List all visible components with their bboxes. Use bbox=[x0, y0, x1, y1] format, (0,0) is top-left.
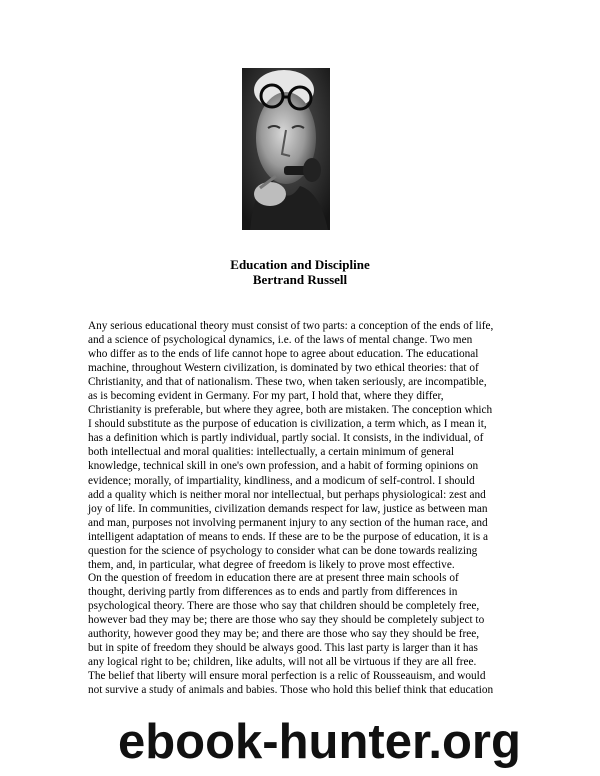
text-line: knowledge, technical skill in one's own profession, and a habit of forming opinions on bbox=[88, 460, 479, 473]
document-title: Education and Discipline bbox=[230, 257, 370, 272]
paragraph-1 bbox=[88, 319, 524, 572]
text-line: but in spite of freedom they should be always good. This last party is larger than it has bbox=[88, 642, 478, 655]
text-line: and man, purposes not involving permanent injury to any section of the human race, and bbox=[88, 516, 488, 529]
text-line: them, and, in particular, what degree of freedom is likely to prove most effective. bbox=[88, 558, 455, 571]
watermark-text: ebook-hunter.org bbox=[118, 715, 521, 769]
text-line: any logical right to be; children, like adults, will not all be virtuous if they are all free. bbox=[88, 656, 477, 669]
text-line: add a quality which is neither moral nor intellectual, but perhaps physiological: zest and bbox=[88, 488, 486, 501]
text-line: Christianity, and that of nationalism. These two, when taken seriously, are incompatible, bbox=[88, 376, 487, 389]
text-line: Any serious educational theory must consist of two parts: a conception of the ends of life, bbox=[88, 320, 494, 332]
text-line: and a science of psychological dynamics, i.e. of the laws of mental change. Two men bbox=[88, 334, 473, 347]
text-line: The belief that liberty will ensure moral perfection is a relic of Rousseauism, and would bbox=[88, 670, 486, 683]
text-line: authority, however good they may be; and there are those who say they should be free, bbox=[88, 628, 480, 641]
text-line: joy of life. In communities, civilization demands respect for law, justice as between man bbox=[88, 502, 488, 515]
author-portrait-photo bbox=[242, 68, 330, 230]
text-line: who differ as to the ends of life cannot hope to agree about education. The educational bbox=[88, 348, 479, 361]
text-line: however bad they may be; there are those who say they should be completely subject to bbox=[88, 614, 485, 627]
text-line: question for the science of psychology to consider what can be done towards realizing bbox=[88, 544, 478, 557]
text-line: I should substitute as the purpose of education is civilization, a term which, as I mean it, bbox=[88, 418, 487, 431]
document-author: Bertrand Russell bbox=[252, 272, 348, 287]
text-line: On the question of freedom in education there are at present three main schools of bbox=[88, 572, 459, 584]
author-portrait-icon bbox=[242, 68, 330, 230]
text-line: as is becoming evident in Germany. For my part, I hold that, where they differ, bbox=[88, 390, 444, 403]
paragraph-2 bbox=[88, 571, 524, 697]
text-line: intelligent adaptation of means to ends. If these are to be the purpose of education, it is a bbox=[88, 530, 488, 543]
text-line: both intellectual and moral qualities: intellectually, a certain minimum of general bbox=[88, 446, 454, 459]
text-line: Christianity is preferable, but where they agree, both are mistaken. The conception which bbox=[88, 404, 493, 417]
text-line: machine, throughout Western civilization, is dominated by two ethical theories: that of bbox=[88, 362, 479, 375]
text-line: not survive a study of animals and babies. Those who hold this belief think that education bbox=[88, 684, 494, 697]
text-line: thought, deriving partly from differences as to ends and partly from differences in bbox=[88, 586, 458, 599]
text-line: evidence; morally, of impartiality, kindliness, and a modicum of self-control. I should bbox=[88, 474, 475, 487]
text-line: psychological theory. There are those who say that children should be completely free, bbox=[88, 600, 480, 613]
text-line: has a definition which is partly individual, partly social. It consists, in the individual, of bbox=[88, 432, 484, 445]
